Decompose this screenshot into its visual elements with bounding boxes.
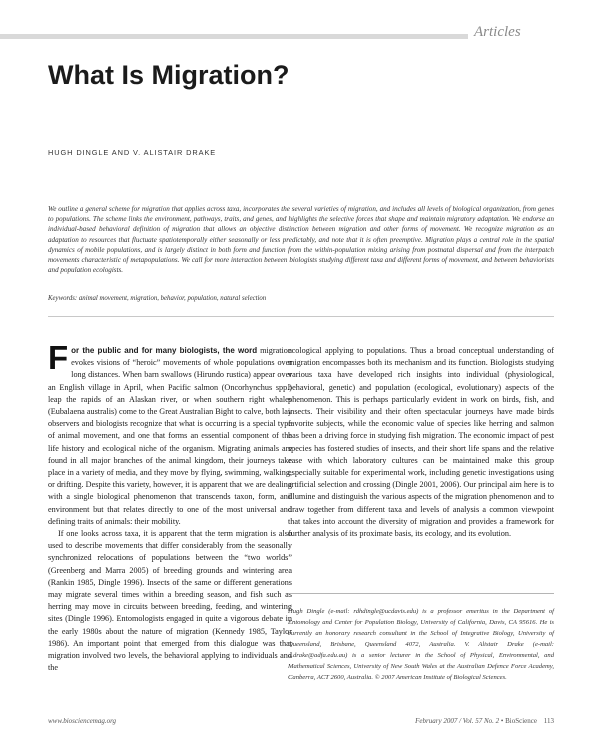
abstract-divider [48, 316, 554, 317]
article-authors: HUGH DINGLE AND V. ALISTAIR DRAKE [48, 148, 217, 157]
article-title: What Is Migration? [48, 60, 290, 90]
body-paragraph-2: If one looks across taxa, it is apparent that the term migration is also used to describe movements that differ considerably from the seasonally synchronized relocations of populations between the “two worlds” (Greenberg and Marra 2005) of breeding grounds and wintering area (Rankin 1985, Dingle 1996). Insects of the same or different generations may migrate several times within a breeding season, and fish such as herring may move in circuits between breeding, feeding, and wintering sites (Dingle 1996). Entomologists engaged in quite a vigorous debate in the early 1980s about the nature of migration (Kennedy 1985, Taylor 1986). An important point that emerged from this dialogue was that migration involved two levels, the behavioral applying to individuals and the [48, 529, 292, 673]
footer-issue-text: February 2007 / Vol. 57 No. 2 [415, 717, 500, 725]
body-column-right [288, 345, 554, 540]
footer-url[interactable]: www.biosciencemag.org [48, 717, 117, 725]
page-number: 113 [543, 717, 554, 725]
section-label: Articles [474, 24, 521, 40]
body-paragraph-1 [48, 339, 292, 528]
section-header [0, 24, 600, 44]
footer-issue [364, 717, 554, 725]
body-paragraph-3: ecological applying to populations. Thus a broad conceptual understanding of migration encompasses both its mechanism and its function. Biologists studying various taxa have developed rich insights into individual (physiological, behavioral, genetic) and population (ecological, evolutionary) aspects of the phenomenon. This is perhaps particularly evident in work on birds, fish, and insects. Their visibility and their often spectacular journeys have made birds favorite subjects, while the economic value of species like herring and salmon has been a driving force in studying fish migration. The economic impact of pest species has fostered studies of insects, and their short life spans and the relative ease with which laboratory cultures can be maintained make this group especially suitable for experimental work, including genetic investigations using artificial selection and crossing (Dingle 2001, 2006). Our principal aim here is to illumine and distinguish the various aspects of the migration phenomenon and to draw together from different taxa and levels of analysis a common viewpoint that takes into account the diversity of migration and provides a framework for further analysis of its proximate basis, its ecology, and its evolution. [288, 346, 554, 539]
abstract: We outline a general scheme for migration that applies across taxa, incorporates the several varieties of migration, and includes all levels of biological organization, from genes to populations. The scheme links the environment, pathways, traits, and genes, and highlights the selective forces that shape and maintain migratory adaptation. We endorse an individual-based behavioral definition of migration that allows an objective distinction between migration and other forms of movement. We recognize migration as an adaptation to resources that fluctuate spatiotemporally either seasonally or less predictably, and note that it is often preemptive. Migration plays a central role in the spatial dynamics of mobile populations, and is largely distinct in both form and function from the within-population mixing arising from postnatal dispersal and from the interpatch movements characteristic of metapopulations. We call for more interaction between biologists studying different taxa and different forms of movement, and between behaviorists and population ecologists. [48, 205, 554, 275]
drop-cap: F [48, 339, 69, 376]
body-column-left [48, 339, 292, 674]
footer-publication: BioScience [505, 717, 537, 725]
lead-in: or the public and for many biologists, the word [71, 346, 258, 355]
keywords: Keywords: animal movement, migration, behavior, population, natural selection [48, 295, 267, 302]
section-rule [0, 34, 468, 39]
author-bio: Hugh Dingle (e-mail: rdhdingle@ucdavis.edu) is a professor emeritus in the Department of Entomology and Center for Population Biology, University of California, Davis, CA 95616. He is currently an honorary research consultant in the School of Integrative Biology, University of Queensland, Brisbane, Queensland 4072, Australia. V. Alistair Drake (e-mail: a.drake@adfa.edu.au) is a senior lecturer in the School of Physical, Environmental, and Mathematical Sciences, University of New South Wales at the Australian Defence Force Academy, Canberra, ACT 2600, Australia. © 2007 American Institute of Biological Sciences. [288, 593, 554, 683]
footer-separator: • [500, 717, 504, 725]
paragraph-1-text: migration evokes visions of “heroic” movements of whole populations over long distances. When barn swallows (Hirundo rustica) appear over an English village in April, when Pacific salmon (Oncorhynchus spp.) leap the rapids of an Alaskan river, or when southern right whales (Eubalaena australis) come to the Great Australian Bight to calve, both lay observers and biologists recognize that what is occurring is a special type of animal movement, and one that forms an essential component of the life history and ecological niche of the organism. Migrating animals are found in all major branches of the animal kingdom, their journeys take place in a variety of media, and they move by flying, swimming, walking, or drifting. Despite this variety, however, it is apparent that we are dealing with a single biological phenomenon that transcends taxon, form, and environment but that relates directly to one of the most universal and defining traits of animals: their mobility. [48, 346, 292, 526]
